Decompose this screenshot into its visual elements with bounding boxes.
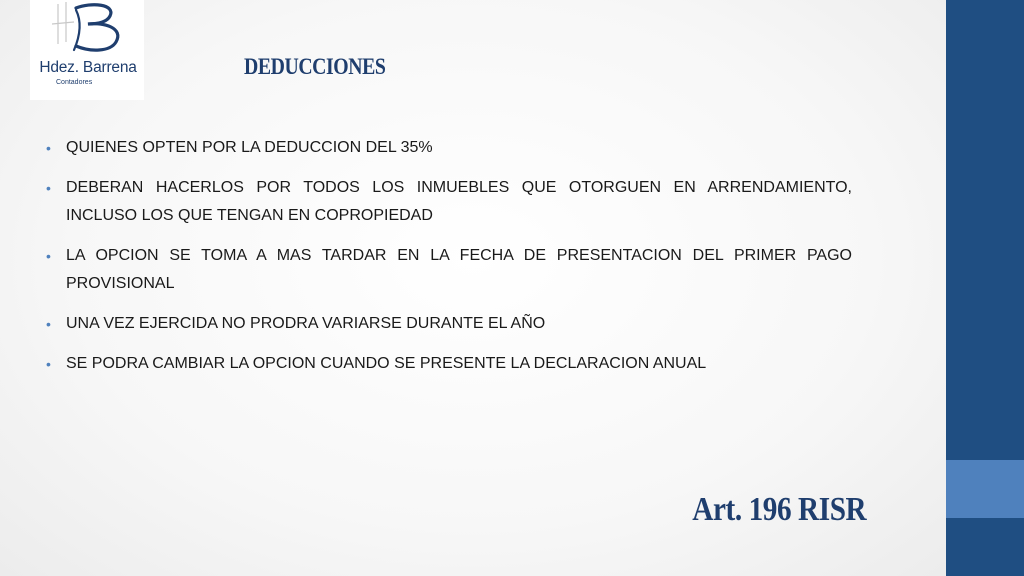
slide-footer-reference: Art. 196 RISR <box>692 491 866 528</box>
side-accent-block <box>946 460 1024 518</box>
bullet-item <box>46 310 852 338</box>
bullet-dot-icon: • <box>46 356 51 372</box>
logo-company-name: Hdez. Barrena <box>39 59 137 76</box>
bullet-text: UNA VEZ EJERCIDA NO PRODRA VARIARSE DURANTE EL AÑO <box>66 315 546 332</box>
bullet-dot-icon: • <box>46 316 51 332</box>
bullet-text: LA OPCION SE TOMA A MAS TARDAR EN LA FECHA DE PRESENTACION DEL PRIMER PAGO PROVISIONAL <box>66 247 852 292</box>
bullet-dot-icon: • <box>46 140 51 156</box>
bullet-list <box>46 134 852 390</box>
bullet-item <box>46 174 852 230</box>
bullet-text: DEBERAN HACERLOS POR TODOS LOS INMUEBLES QUE OTORGUEN EN ARRENDAMIENTO, INCLUSO LOS QUE TENGAN EN COPROPIEDAD <box>66 179 852 224</box>
slide-title: DEDUCCIONES <box>244 54 386 79</box>
bullet-dot-icon: • <box>46 180 51 196</box>
bullet-dot-icon: • <box>46 248 51 264</box>
logo-company-subtitle: Contadores <box>56 79 93 86</box>
bullet-item <box>46 350 852 378</box>
bullet-item <box>46 134 852 162</box>
bullet-text: SE PODRA CAMBIAR LA OPCION CUANDO SE PRESENTE LA DECLARACION ANUAL <box>66 355 707 372</box>
company-logo <box>30 0 144 100</box>
logo-monogram-icon <box>46 0 130 60</box>
bullet-item <box>46 242 852 298</box>
bullet-text: QUIENES OPTEN POR LA DEDUCCION DEL 35% <box>66 139 433 156</box>
